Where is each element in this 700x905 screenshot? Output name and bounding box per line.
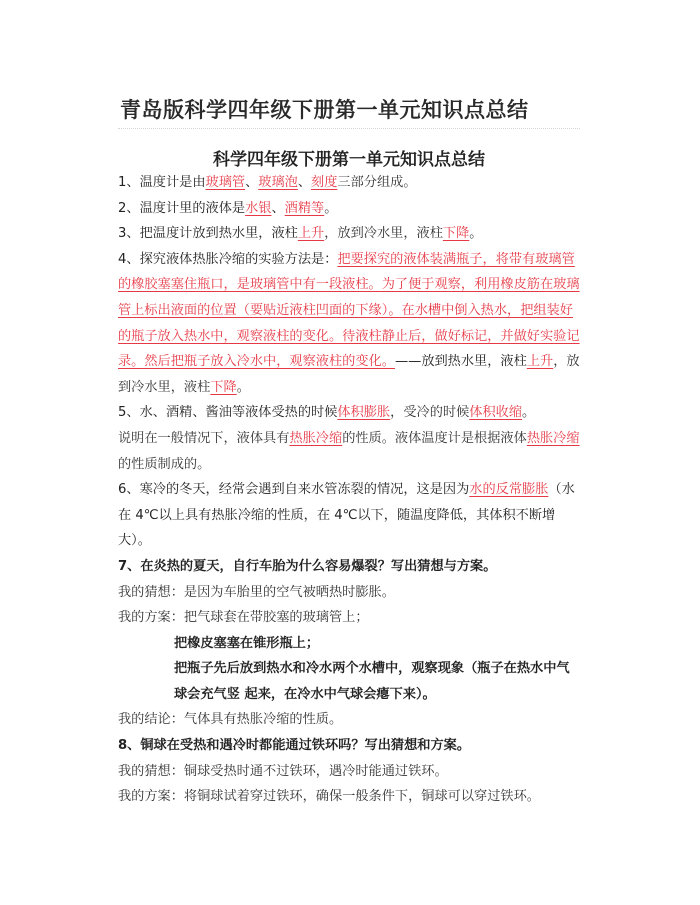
answer-blank: 刻度 <box>311 175 338 190</box>
title-divider <box>118 128 580 129</box>
item-7-step-1: 把橡皮塞塞在锥形瓶上； <box>174 635 320 651</box>
answer-blank: 水的反常膨胀 <box>469 482 549 498</box>
answer-blank: 体积膨胀 <box>337 405 391 421</box>
item-5: 5、水、酒精、酱油等液体受热的时候体积膨胀，受冷的时候体积收缩。 <box>118 405 536 421</box>
item-7-plan: 我的方案：把气球套在带胶塞的玻璃管上； <box>118 610 369 626</box>
item-4: 4、探究液体热胀冷缩的实验方法是：把要探究的液体装满瓶子，将带有玻璃管的橡胶塞塞住瓶口，是玻璃管中有一段液柱。为了便于观察，利用橡皮筋在玻璃管上标出液面的位置（要贴近液柱凹面的下缘）。在水槽中倒入热水，把组装好的瓶子放入热水中，观察液柱的变化。待液柱静止后，做好标记，并做好实验记录。然后把瓶子放入冷水中，观察液柱的变化。——放到热水里，液柱上升，放到冷水里，液柱下降。 <box>118 251 580 395</box>
item-8-plan: 我的方案：将铜球试着穿过铁环，确保一般条件下，铜球可以穿过铁环。 <box>118 789 540 805</box>
item-7-step-2: 把瓶子先后放到热水和冷水两个水槽中，观察现象（瓶子在热水中气球会充气竖 起来，在冷水中气球会瘪下来）。 <box>174 661 570 702</box>
answer-blank: 下降 <box>442 226 470 242</box>
item-7-conclusion: 我的结论：气体具有热胀冷缩的性质。 <box>118 712 343 728</box>
item-3: 3、把温度计放到热水里，液柱上升，放到冷水里，液柱下降。 <box>118 226 483 242</box>
item-6: 6、寒冷的冬天，经常会遇到自来水管冻裂的情况，这是因为水的反常膨胀（水在 4℃以上具有热胀冷缩的性质，在 4℃以下，随温度降低，其体积不断增大）。 <box>118 482 575 549</box>
answer-blank: 玻璃泡 <box>258 175 298 190</box>
document-body <box>118 170 580 810</box>
page-title: 青岛版科学四年级下册第一单元知识点总结 <box>120 98 529 122</box>
item-8: 8、铜球在受热和遇冷时都能通过铁环吗？写出猜想和方案。 <box>118 738 471 754</box>
answer-blank: 热胀冷缩 <box>289 430 343 446</box>
answer-blank: 玻璃管 <box>205 175 246 190</box>
item-7-guess: 我的猜想：是因为车胎里的空气被晒热时膨胀。 <box>118 584 395 600</box>
answer-blank: 体积收缩 <box>469 405 523 421</box>
item-1: 1、温度计是由玻璃管、玻璃泡、刻度三部分组成。 <box>118 175 417 190</box>
item-5-note: 说明在一般情况下，液体具有热胀冷缩的性质。液体温度计是根据液体热胀冷缩的性质制成的。 <box>118 430 580 472</box>
answer-blank: 上升 <box>297 226 325 242</box>
answer-blank: 酒精等 <box>284 200 325 216</box>
answer-blank: 热胀冷缩 <box>526 430 580 446</box>
answer-blank: 把要探究的液体装满瓶子，将带有玻璃管的橡胶塞塞住瓶口，是玻璃管中有一段液柱。为了便于观察，利用橡皮筋在玻璃管上标出液面的位置（要贴近液柱凹面的下缘）。在水槽中倒入热水，把组装好的瓶子放入热水中，观察液柱的变化。待液柱静止后，做好标记，并做好实验记录。然后把瓶子放入冷水中，观察液柱的变化。 <box>118 251 580 370</box>
answer-blank: 水银 <box>245 200 272 216</box>
item-2: 2、温度计里的液体是水银、酒精等。 <box>118 200 338 216</box>
item-7: 7、在炎热的夏天，自行车胎为什么容易爆裂？写出猜想与方案。 <box>118 558 497 574</box>
document-heading: 科学四年级下册第一单元知识点总结 <box>213 150 485 170</box>
answer-blank: 下降 <box>210 379 237 395</box>
answer-blank: 上升 <box>526 354 554 370</box>
item-8-guess: 我的猜想：铜球受热时通不过铁环，遇冷时能通过铁环。 <box>118 763 448 779</box>
